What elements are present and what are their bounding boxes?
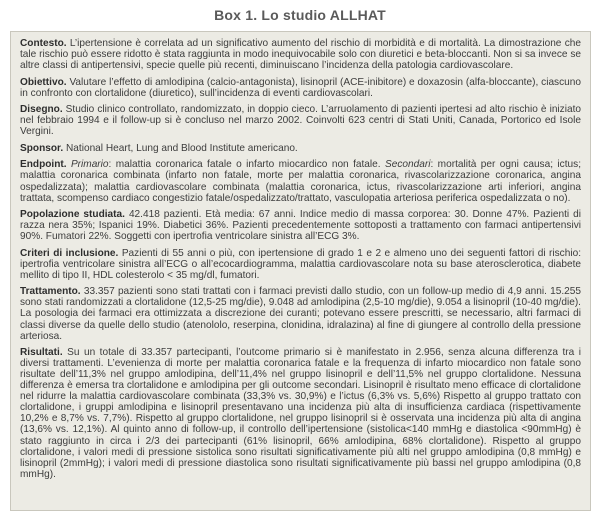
- secondary-endpoint-label: Secondari: [385, 159, 431, 171]
- section-population: [20, 209, 581, 242]
- section-label: Trattamento.: [20, 286, 81, 298]
- section-label: Endpoint.: [20, 159, 67, 171]
- section-label: Contesto.: [20, 38, 67, 49]
- section-endpoint: [20, 159, 581, 203]
- section-context: [20, 38, 581, 71]
- section-design: [20, 104, 581, 137]
- section-text: L’ipertensione è correlata ad un significativo aumento del rischio di morbidità e di mortalità. La dimostrazione che tale rischio può essere ridotto è stata raggiunta in modo inequivocabile solo con diuretici e beta-bloccanti. Non si sa invece se altre classi di antipertensivi, specie quelle più recenti, diminuiscano l’incidenza della patologia cardiovascolare.: [20, 38, 581, 72]
- section-text: National Heart, Lung and Blood Institute americano.: [66, 142, 298, 154]
- section-text: Studio clinico controllato, randomizzato, in doppio cieco. L’arruolamento di pazienti ipertesi ad alto rischio è iniziato nel febbraio 1994 e il follow-up si è concluso nel marzo 2002. Coinvolti 623 centri di Stati Uniti, Canada, Portorico ed Isole Vergini.: [20, 104, 581, 138]
- section-text: 33.357 pazienti sono stati trattati con i farmaci previsti dallo studio, con un follow-up medio di 4,9 anni. 15.255 sono stati randomizzati a clortalidone (12,5-25 mg/die), 9.048 ad amlodipina (2,5-10 mg/die), 9.054 a lisinopril (10-40 mg/die). La posologia dei farmaci era ottimizzata a discrezione dei curanti; potevano essere prescritti, se necessario, altri farmaci di classi diverse da quelle dello studio (atenololo, reserpina, clonidina, idralazina) al fine di giungere al controllo della pressione arteriosa.: [20, 286, 581, 342]
- section-label: Popolazione studiata.: [20, 209, 125, 221]
- section-label: Risultati.: [20, 347, 63, 359]
- secondary-endpoint-text: : mortalità per ogni causa; ictus; malattia coronarica combinata (infarto non fatale, morte per malattia coronarica, rivascolarizzazione coronarica, angina ospedalizzata); malattia cardiovascolare combinata (malattia coronarica, ictus, rivascolarizzazione arti inferiori, angina trattata, scompenso cardiaco congestizio fatale/ospedalizzato/trattato, vasculopatia arteriosa periferica ospedalizzata o no).: [20, 159, 581, 204]
- section-text: 42.418 pazienti. Età media: 67 anni. Indice medio di massa corporea: 30. Donne 47%. Pazienti di razza nera 35%; Ispanici 19%. Diabetici 36%. Pazienti precedentemente sottoposti a trattamento con farmaci antipertensivi 90%. Fumatori 22%. Soggetti con ipertrofia ventricolare sinistra all’ECG 3%.: [20, 209, 581, 243]
- box-title-bar: [0, 0, 600, 30]
- section-results: [20, 347, 581, 480]
- section-text: Valutare l’effetto di amlodipina (calcio-antagonista), lisinopril (ACE-inibitore) e doxazosin (alfa-bloccante), ciascuno in confronto con clortalidone (diuretico), sull’incidenza di eventi cardiovascolari.: [20, 76, 581, 99]
- section-text: Su un totale di 33.357 partecipanti, l’outcome primario si è manifestato in 2.956, senza alcuna differenza tra i diversi trattamenti. L’evenienza di morte per malattia coronarica fatale e la frequenza di infarto miocardico non fatale sono risultate dell’11,3% nel gruppo amlodipina, dell’11,4% nel gruppo lisinopril e dell’11,5% nel gruppo clortalidone. Nessuna differenza è emersa tra clortalidone e amlodipina per gli outcome secondari. Lisinopril è risultato meno efficace di clortalidone nel ridurre la malattia cardiovascolare combinata (33,3% vs. 30,9%) e l’ictus (6,3% vs. 5,6%) Rispetto al gruppo trattato con clortalidone, i gruppi amlodipina e lisinopril presentavano una incidenza più alta di insufficienza cardiaca (rispettivamente 10,2% e 8,7% vs. 7,7%). Rispetto al gruppo clortalidone, nel gruppo lisinopril si è osservata una incidenza più alta di angina (13,6% vs. 12,1%). Al quinto anno di follow-up, il controllo dell’ipertensione (sistolica<140 mmHg e diastolica <90mmHg) è stato raggiunto in circa i 2/3 dei partecipanti (61% lisinopril, 66% amlodipina, 68% clortalidone). Rispetto al gruppo clortalidone, i valori medi di pressione sistolica sono risultati significativamente più alti nel gruppo amlodipina (0,8 mmHg) e lisinopril (2mmHg); i valori medi di pressione diastolica sono risultati significativamente più bassi nel gruppo amlodipina (0,8 mmHg).: [20, 347, 581, 480]
- section-sponsor: [20, 143, 581, 154]
- section-objective: [20, 77, 581, 99]
- section-treatment: [20, 286, 581, 341]
- section-label: Criteri di inclusione.: [20, 247, 119, 259]
- study-box: [10, 31, 591, 511]
- box-title: Box 1. Lo studio ALLHAT: [214, 7, 386, 23]
- primary-endpoint-text: : malattia coronarica fatale o infarto miocardico non fatale.: [108, 159, 381, 171]
- section-text: Pazienti di 55 anni o più, con ipertensione di grado 1 e 2 e almeno uno dei seguenti fattori di rischio: ipertrofia ventricolare sinistra all’ECG o all’ecocardiogramma, malattia cardiovascolare nota su base aterosclerotica, diabete mellito di tipo II, HDL colesterolo < 35 mg/dl, fumatori.: [20, 247, 581, 281]
- section-inclusion-criteria: [20, 248, 581, 281]
- section-label: Obiettivo.: [20, 76, 67, 88]
- primary-endpoint-label: Primario: [70, 159, 109, 171]
- section-label: Disegno.: [20, 104, 63, 116]
- section-label: Sponsor.: [20, 142, 64, 154]
